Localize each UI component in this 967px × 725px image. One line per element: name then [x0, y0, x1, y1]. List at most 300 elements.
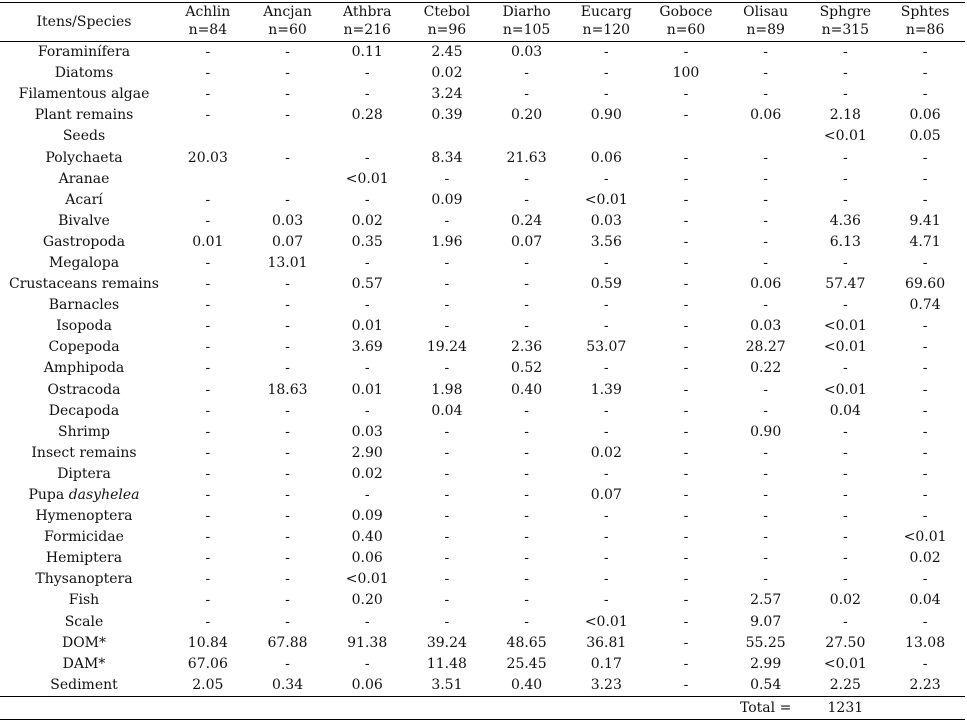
table-cell: 27.50 [825, 634, 866, 651]
table-cell: - [205, 212, 211, 229]
table-cell: - [603, 571, 609, 588]
table-cell: - [285, 508, 290, 525]
item-label-text: Hemiptera [45, 550, 123, 567]
table-cell: - [842, 465, 848, 482]
table-cell: 0.04 [829, 402, 861, 419]
item-label [0, 211, 168, 232]
table-cell: - [524, 550, 529, 567]
table-cell: 1.98 [431, 381, 463, 398]
table-row [0, 422, 965, 443]
table-cell: - [646, 675, 726, 697]
table-cell: 69.60 [905, 276, 946, 293]
table-cell: - [683, 212, 689, 229]
item-label-text: DAM* [62, 655, 106, 672]
table-cell: - [922, 571, 928, 588]
table-cell: - [285, 444, 290, 461]
table-cell: 4.71 [909, 233, 941, 250]
table-cell: - [842, 444, 848, 461]
table-cell: 0.06 [590, 149, 622, 166]
table-cell: 3.24 [431, 86, 463, 103]
item-label-text: Fish [68, 592, 100, 609]
table-cell: - [922, 381, 928, 398]
table-cell: - [205, 318, 211, 335]
table-cell: 39.24 [426, 634, 467, 651]
table-cell: 2.90 [351, 444, 383, 461]
species-sample-size: n=120 [582, 22, 631, 38]
item-label-text: DOM* [61, 634, 107, 651]
table-cell: 13.08 [905, 634, 946, 651]
item-label-text: Ostracoda [47, 381, 121, 398]
table-row [0, 190, 965, 211]
table-cell: - [683, 550, 689, 567]
total-value: 1231 [827, 699, 864, 716]
table-cell: 0.28 [351, 107, 383, 124]
table-cell: - [922, 191, 928, 208]
table-row [0, 380, 965, 401]
table-cell: 57.47 [825, 276, 866, 293]
table-cell: - [603, 86, 609, 103]
table-cell: - [364, 613, 370, 630]
item-label-italic: dasyhelea [68, 487, 140, 504]
header-species [885, 3, 965, 42]
header-species [806, 3, 886, 42]
table-cell: 2.23 [885, 675, 965, 697]
item-label-text: Diptera [57, 465, 111, 482]
table-cell: - [922, 254, 928, 271]
table-cell: - [683, 571, 689, 588]
table-cell: - [763, 297, 769, 314]
table-cell: - [763, 444, 769, 461]
table-cell: - [205, 550, 211, 567]
species-name: Ancjan [263, 4, 312, 20]
table-cell: - [285, 44, 290, 61]
table-cell [487, 126, 567, 147]
table-cell: 1.39 [590, 381, 622, 398]
table-cell: 25.45 [506, 655, 547, 672]
table-cell: - [524, 254, 529, 271]
table-cell: - [683, 297, 689, 314]
item-label-text: Seeds [62, 128, 106, 145]
table-cell: - [364, 297, 370, 314]
table-cell: - [922, 487, 928, 504]
table-cell: - [603, 529, 609, 546]
table-cell: - [524, 276, 529, 293]
item-label [0, 358, 168, 379]
table-cell: - [444, 487, 450, 504]
table-cell: 2.25 [806, 675, 886, 697]
table-cell: - [285, 191, 290, 208]
table-cell: - [205, 423, 211, 440]
table-cell: - [763, 550, 769, 567]
table-cell: - [922, 170, 928, 187]
table-cell: 36.81 [586, 634, 627, 651]
table-row [0, 211, 965, 232]
item-label-text: Bivalve [58, 212, 110, 229]
table-cell: - [922, 86, 928, 103]
table-cell: - [524, 444, 529, 461]
table-cell: 0.17 [590, 655, 622, 672]
table-row [0, 147, 965, 168]
table-cell: - [603, 550, 609, 567]
table-cell: <0.01 [903, 529, 947, 546]
header-species [327, 3, 407, 42]
table-cell: - [603, 592, 609, 609]
table-cell [248, 169, 328, 190]
table-cell: 48.65 [506, 634, 547, 651]
table-row [0, 590, 965, 611]
table-cell: - [524, 508, 529, 525]
table-cell: 0.04 [431, 402, 463, 419]
table-cell: - [444, 444, 450, 461]
table-cell: - [683, 233, 689, 250]
species-sample-size: n=105 [502, 22, 551, 38]
table-cell: 3.23 [566, 675, 646, 697]
table-cell: <0.01 [823, 381, 867, 398]
item-label-text: Amphipoda [43, 360, 125, 377]
table-cell: 19.24 [426, 339, 467, 356]
table-cell: - [683, 170, 689, 187]
table-cell: - [364, 402, 370, 419]
item-label [0, 337, 168, 358]
table-cell: 1.96 [431, 233, 463, 250]
table-cell: - [763, 44, 769, 61]
table-cell: - [205, 86, 211, 103]
table-row [0, 169, 965, 190]
species-name: Ctebol [423, 4, 471, 20]
table-cell: - [683, 529, 689, 546]
total-row [0, 696, 965, 719]
item-label [0, 380, 168, 401]
table-cell: 10.84 [187, 634, 228, 651]
table-cell: - [763, 465, 769, 482]
item-label-text: Isopoda [56, 318, 112, 335]
table-row [0, 569, 965, 590]
item-label-text: Foraminífera [37, 44, 131, 61]
table-cell: - [364, 655, 370, 672]
table-cell: - [205, 254, 211, 271]
table-cell: - [922, 360, 928, 377]
header-species [248, 3, 328, 42]
item-label [0, 548, 168, 569]
table-cell: 0.11 [351, 44, 383, 61]
item-label [0, 42, 168, 64]
item-label-text: Polychaeta [45, 149, 123, 166]
table-cell: 0.01 [192, 233, 224, 250]
table-cell: - [842, 149, 848, 166]
table-cell: 0.01 [351, 318, 383, 335]
header-species [487, 3, 567, 42]
table-cell: - [683, 339, 689, 356]
table-cell: - [842, 423, 848, 440]
table-cell: 9.41 [909, 212, 941, 229]
table-cell: 55.25 [745, 634, 786, 651]
table-cell: - [603, 423, 609, 440]
item-label-text: Plant remains [34, 107, 134, 124]
table-cell: 0.03 [271, 212, 304, 229]
table-row [0, 274, 965, 295]
item-label-text: Shrimp [57, 423, 110, 440]
table-row [0, 443, 965, 464]
table-cell: - [205, 107, 211, 124]
table-cell: - [842, 487, 848, 504]
table-cell: 3.56 [590, 233, 622, 250]
table-cell: 0.20 [511, 107, 543, 124]
table-cell: - [524, 592, 529, 609]
table-cell: 67.88 [267, 634, 308, 651]
table-cell: - [603, 465, 609, 482]
table-row [0, 654, 965, 675]
table-row [0, 675, 965, 697]
table-cell: 6.13 [829, 233, 861, 250]
table-cell: - [842, 65, 848, 82]
table-cell: - [922, 508, 928, 525]
table-cell: - [842, 529, 848, 546]
item-label [0, 126, 168, 147]
item-label [0, 316, 168, 337]
table-cell: - [683, 360, 689, 377]
item-label [0, 506, 168, 527]
item-label-text: Scale [64, 613, 104, 630]
table-cell: - [683, 107, 689, 124]
table-cell: - [922, 65, 928, 82]
table-cell: - [603, 254, 609, 271]
table-cell: - [763, 508, 769, 525]
table-cell: - [763, 487, 769, 504]
table-cell: <0.01 [345, 170, 389, 187]
species-name: Goboce [659, 4, 713, 20]
table-row [0, 42, 965, 64]
table-cell: 0.02 [909, 550, 941, 567]
table-cell: - [922, 44, 928, 61]
item-label-text: Copepoda [48, 339, 120, 356]
table-cell: - [444, 276, 450, 293]
table-cell: - [285, 550, 290, 567]
table-cell: - [285, 339, 290, 356]
table-row [0, 358, 965, 379]
item-label-text: Formicidae [44, 529, 124, 546]
header-items-species: Itens/Species [36, 14, 132, 30]
table-cell: - [364, 487, 370, 504]
table-cell: - [524, 297, 529, 314]
table-cell: 0.06 [750, 276, 782, 293]
item-label [0, 253, 168, 274]
table-cell [646, 126, 726, 147]
table-cell: - [922, 613, 928, 630]
table-cell: - [763, 86, 769, 103]
species-sample-size: n=89 [746, 22, 785, 38]
table-cell: - [763, 529, 769, 546]
table-cell [726, 126, 806, 147]
table-row [0, 337, 965, 358]
table-cell: - [763, 191, 769, 208]
diet-composition-table [0, 2, 965, 720]
species-sample-size: n=84 [188, 22, 228, 38]
table-footer [0, 696, 965, 719]
table-cell: - [524, 170, 529, 187]
table-cell: - [763, 149, 769, 166]
item-label [0, 401, 168, 422]
item-label-text: Gastropoda [42, 233, 126, 250]
header-species [646, 3, 726, 42]
table-cell: 11.48 [426, 655, 467, 672]
table-cell: - [603, 297, 609, 314]
item-label [0, 169, 168, 190]
table-cell: 100 [672, 65, 700, 82]
table-cell: 0.05 [909, 128, 941, 145]
table-cell: <0.01 [584, 613, 628, 630]
table-cell: - [683, 381, 689, 398]
species-name: Olisau [743, 4, 789, 20]
table-cell [168, 126, 248, 147]
table-cell: - [524, 86, 529, 103]
table-cell: 0.74 [909, 297, 941, 314]
table-cell: 0.02 [829, 592, 861, 609]
item-label [0, 485, 168, 506]
item-label [0, 190, 168, 211]
table-cell: 0.03 [750, 318, 782, 335]
species-sample-size: n=60 [666, 22, 706, 38]
item-label-text: Pupa [28, 487, 65, 504]
table-cell: - [285, 276, 290, 293]
header-row [0, 3, 965, 42]
table-row [0, 232, 965, 253]
table-cell: - [205, 487, 211, 504]
species-name: Sphtes [900, 4, 950, 20]
table-cell: - [205, 191, 211, 208]
table-cell: - [285, 571, 290, 588]
table-cell: - [285, 318, 290, 335]
table-cell: 2.18 [829, 107, 861, 124]
table-cell: 0.34 [248, 675, 328, 697]
table-cell: - [205, 592, 211, 609]
table-cell: - [444, 170, 450, 187]
table-cell: 0.03 [511, 44, 543, 61]
table-row [0, 316, 965, 337]
table-cell: - [364, 360, 370, 377]
table-cell: 20.03 [187, 149, 228, 166]
table-row [0, 253, 965, 274]
item-label [0, 590, 168, 611]
item-label-text: Megalopa [48, 254, 120, 271]
item-label [0, 84, 168, 105]
table-cell: - [842, 254, 848, 271]
table-cell: - [364, 65, 370, 82]
table-cell: - [285, 402, 290, 419]
table-cell: - [444, 297, 450, 314]
table-cell: 4.36 [829, 212, 861, 229]
table-cell: - [205, 529, 211, 546]
table-cell: - [364, 149, 370, 166]
table-cell: - [922, 149, 928, 166]
table-cell: - [842, 44, 848, 61]
table-cell: - [524, 318, 529, 335]
table-cell: - [683, 191, 689, 208]
item-label-text: Barnacles [48, 297, 120, 314]
item-label-text: Crustaceans remains [9, 276, 159, 293]
table-cell: - [524, 613, 529, 630]
table-cell: - [922, 465, 928, 482]
table-cell: 3.69 [351, 339, 383, 356]
table-cell: 0.59 [590, 276, 622, 293]
table-cell: - [205, 402, 211, 419]
header-species [407, 3, 487, 42]
table-cell: 0.02 [590, 444, 622, 461]
table-cell: - [205, 571, 211, 588]
table-cell: 0.02 [431, 65, 463, 82]
table-cell: - [603, 360, 609, 377]
table-cell: - [763, 65, 769, 82]
species-sample-size: n=216 [343, 22, 391, 38]
table-cell: - [683, 44, 689, 61]
table-cell: 91.38 [347, 634, 388, 651]
table-cell: - [922, 444, 928, 461]
species-name: Diarho [502, 4, 551, 20]
item-label [0, 443, 168, 464]
table-cell: - [763, 571, 769, 588]
table-cell: 0.39 [431, 107, 463, 124]
table-row [0, 105, 965, 126]
table-cell: - [285, 297, 290, 314]
table-cell: 0.20 [351, 592, 383, 609]
table-row [0, 464, 965, 485]
table-cell: - [364, 86, 370, 103]
table-cell: 0.40 [487, 675, 567, 697]
table-cell: 53.07 [586, 339, 627, 356]
table-cell: - [205, 508, 211, 525]
item-label-text: Acarí [65, 191, 103, 208]
table-cell: - [524, 571, 529, 588]
table-cell: - [205, 444, 211, 461]
table-cell: <0.01 [823, 655, 867, 672]
table-cell: 0.40 [351, 529, 383, 546]
species-name: Sphgre [819, 4, 872, 20]
table-cell: - [444, 318, 450, 335]
table-cell: - [444, 550, 450, 567]
table-row [0, 527, 965, 548]
table-cell: 0.02 [351, 465, 383, 482]
table-cell: - [444, 529, 450, 546]
table-cell: <0.01 [584, 191, 628, 208]
table-cell: - [683, 276, 689, 293]
table-cell: - [285, 360, 290, 377]
item-label-text: Aranae [58, 170, 110, 187]
table-cell: - [683, 86, 689, 103]
table-cell: - [205, 44, 211, 61]
table-header [0, 3, 965, 42]
table-cell: - [603, 318, 609, 335]
table-cell: - [842, 613, 848, 630]
table-cell: 0.09 [431, 191, 463, 208]
species-sample-size: n=60 [268, 22, 307, 38]
table-cell: - [444, 423, 450, 440]
table-cell: <0.01 [823, 339, 867, 356]
item-label [0, 232, 168, 253]
table-cell: 2.05 [168, 675, 248, 697]
table-cell: 0.01 [351, 381, 383, 398]
table-cell: 0.40 [511, 381, 543, 398]
table-cell: - [683, 254, 689, 271]
table-cell: 0.52 [511, 360, 543, 377]
table-cell: 0.07 [271, 233, 304, 250]
table-cell: - [683, 465, 689, 482]
table-cell: 18.63 [267, 381, 308, 398]
species-name: Eucarg [580, 4, 632, 20]
item-label-text: Insect remains [31, 444, 137, 461]
item-label-text: Diatoms [54, 65, 114, 82]
table-cell: - [444, 508, 450, 525]
table-cell: - [763, 402, 769, 419]
table-cell: 0.04 [909, 592, 941, 609]
